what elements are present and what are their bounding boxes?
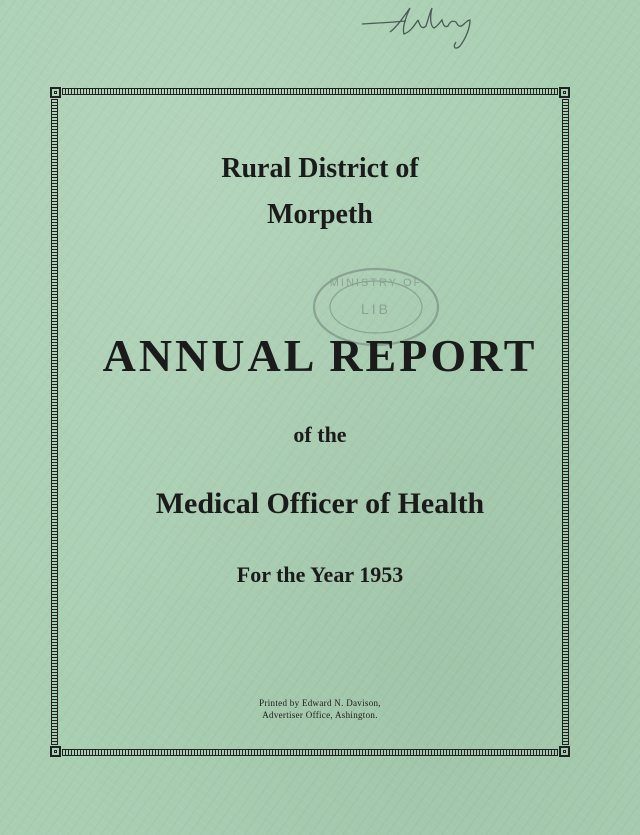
officer-title: Medical Officer of Health	[155, 487, 485, 520]
connector-text: of the	[293, 422, 347, 447]
printer-imprint	[0, 697, 640, 721]
district-heading: Rural District of	[221, 153, 419, 184]
border-rule-top	[62, 88, 558, 95]
border-rule-bottom	[62, 749, 558, 756]
handwritten-library-note	[360, 2, 480, 54]
border-corner-ornament	[50, 87, 61, 98]
imprint-line-2: Advertiser Office, Ashington.	[262, 710, 378, 720]
report-year: For the Year 1953	[236, 562, 404, 587]
stamp-line-2: LIB	[360, 301, 392, 317]
border-corner-ornament	[559, 87, 570, 98]
locality-heading: Morpeth	[267, 199, 373, 230]
border-corner-ornament	[50, 746, 61, 757]
imprint-line-1: Printed by Edward N. Davison,	[259, 698, 381, 708]
border-corner-ornament	[559, 746, 570, 757]
stamp-line-1: MINISTRY OF	[329, 277, 423, 289]
report-title: ANNUAL REPORT	[102, 330, 538, 381]
